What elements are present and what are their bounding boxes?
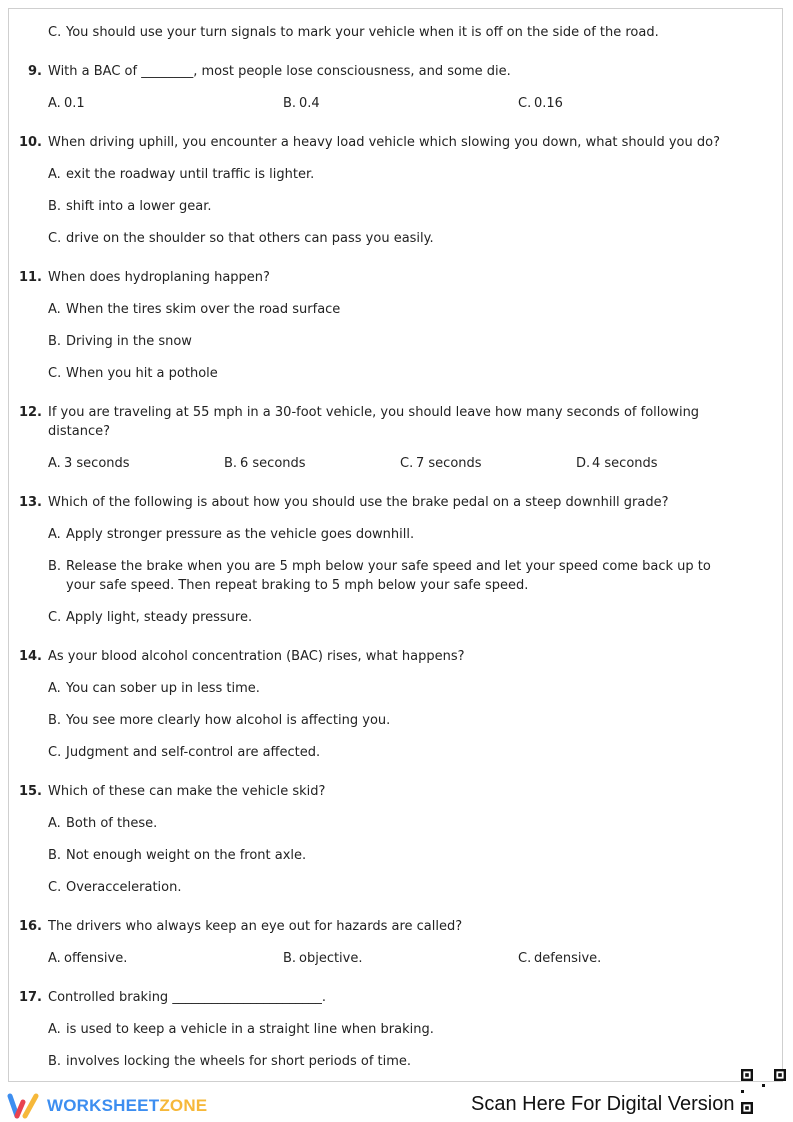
option-letter: C. bbox=[400, 456, 414, 471]
question-text: When driving uphill, you encounter a heavy load vehicle which slowing you down, what should you do? bbox=[48, 135, 720, 150]
option-letter: C. bbox=[48, 610, 62, 625]
question-item bbox=[9, 988, 782, 1071]
option-letter: B. bbox=[48, 713, 62, 728]
option-text: You can sober up in less time. bbox=[66, 681, 260, 696]
option-text: When you hit a pothole bbox=[66, 366, 218, 381]
answer-option[interactable] bbox=[283, 94, 518, 113]
answer-option[interactable] bbox=[48, 557, 732, 595]
answer-options bbox=[48, 1020, 782, 1071]
option-letter: A. bbox=[48, 96, 61, 111]
answer-option[interactable] bbox=[48, 846, 732, 865]
answer-option[interactable] bbox=[48, 197, 732, 216]
answer-options bbox=[48, 23, 782, 42]
answer-option[interactable] bbox=[224, 454, 400, 473]
option-letter: B. bbox=[48, 334, 62, 349]
option-text: You should use your turn signals to mark your vehicle when it is off on the side of the road. bbox=[66, 25, 659, 40]
answer-options bbox=[48, 94, 782, 113]
option-text: Judgment and self-control are affected. bbox=[66, 745, 321, 760]
answer-options bbox=[48, 300, 782, 383]
answer-options bbox=[48, 165, 782, 248]
option-text: Overacceleration. bbox=[66, 880, 182, 895]
answer-options bbox=[48, 679, 782, 762]
option-letter: C. bbox=[48, 231, 62, 246]
option-letter: A. bbox=[48, 1022, 61, 1037]
question-item bbox=[9, 133, 782, 248]
option-text: Apply light, steady pressure. bbox=[66, 610, 253, 625]
question-number: 12. bbox=[18, 405, 42, 420]
question-item bbox=[9, 23, 782, 42]
option-text: defensive. bbox=[534, 951, 602, 966]
brand-worksheet: WORKSHEET bbox=[47, 1096, 160, 1115]
question-number: 17. bbox=[18, 990, 42, 1005]
answer-option[interactable] bbox=[400, 454, 576, 473]
answer-option[interactable] bbox=[48, 332, 732, 351]
answer-option[interactable] bbox=[48, 1020, 732, 1039]
brand-zone: ZONE bbox=[159, 1096, 208, 1115]
answer-option[interactable] bbox=[48, 454, 224, 473]
brand-name bbox=[47, 1096, 207, 1116]
option-letter: C. bbox=[518, 96, 532, 111]
answer-options bbox=[48, 525, 782, 627]
option-letter: C. bbox=[518, 951, 532, 966]
question-text: As your blood alcohol concentration (BAC) rises, what happens? bbox=[48, 649, 465, 664]
question-text: The drivers who always keep an eye out for hazards are called? bbox=[48, 919, 463, 934]
option-text: shift into a lower gear. bbox=[66, 199, 212, 214]
question-number: 10. bbox=[18, 135, 42, 150]
answer-options bbox=[48, 814, 782, 897]
question-text: Controlled braking _______________________. bbox=[48, 990, 326, 1005]
answer-option[interactable] bbox=[48, 229, 732, 248]
answer-option[interactable] bbox=[48, 711, 732, 730]
question-number: 16. bbox=[18, 919, 42, 934]
answer-option[interactable] bbox=[576, 454, 752, 473]
option-letter: B. bbox=[283, 951, 297, 966]
question-item bbox=[9, 268, 782, 383]
option-text: 7 seconds bbox=[416, 456, 482, 471]
question-item bbox=[9, 403, 782, 473]
answer-option[interactable] bbox=[518, 949, 753, 968]
question-text: Which of these can make the vehicle skid? bbox=[48, 784, 326, 799]
answer-option[interactable] bbox=[48, 878, 732, 897]
option-text: 0.1 bbox=[64, 96, 85, 111]
option-text: Both of these. bbox=[66, 816, 158, 831]
option-text: When the tires skim over the road surface bbox=[66, 302, 341, 317]
answer-option[interactable] bbox=[48, 814, 732, 833]
question-item bbox=[9, 782, 782, 897]
answer-option[interactable] bbox=[48, 94, 283, 113]
option-letter: B. bbox=[48, 199, 62, 214]
option-letter: A. bbox=[48, 951, 61, 966]
option-text: offensive. bbox=[64, 951, 128, 966]
option-letter: C. bbox=[48, 25, 62, 40]
answer-option[interactable] bbox=[48, 364, 732, 383]
question-item bbox=[9, 917, 782, 968]
answer-option[interactable] bbox=[48, 743, 732, 762]
logo-w-icon bbox=[7, 1093, 41, 1119]
question-item bbox=[9, 62, 782, 113]
option-letter: D. bbox=[576, 456, 591, 471]
option-letter: A. bbox=[48, 681, 61, 696]
option-letter: A. bbox=[48, 816, 61, 831]
answer-option[interactable] bbox=[283, 949, 518, 968]
worksheetzone-logo bbox=[7, 1093, 207, 1119]
question-number: 15. bbox=[18, 784, 42, 799]
answer-option[interactable] bbox=[48, 1052, 732, 1071]
option-letter: A. bbox=[48, 456, 61, 471]
option-text: 0.4 bbox=[299, 96, 320, 111]
option-text: 4 seconds bbox=[592, 456, 658, 471]
question-text: Which of the following is about how you should use the brake pedal on a steep downhill grade? bbox=[48, 495, 669, 510]
option-letter: C. bbox=[48, 880, 62, 895]
question-list bbox=[9, 23, 782, 1071]
option-text: You see more clearly how alcohol is affecting you. bbox=[66, 713, 391, 728]
option-text: objective. bbox=[299, 951, 363, 966]
answer-option[interactable] bbox=[518, 94, 753, 113]
option-text: involves locking the wheels for short periods of time. bbox=[66, 1054, 412, 1069]
answer-options bbox=[48, 949, 782, 968]
option-text: Not enough weight on the front axle. bbox=[66, 848, 307, 863]
option-text: exit the roadway until traffic is lighter. bbox=[66, 167, 315, 182]
answer-option[interactable] bbox=[48, 165, 732, 184]
answer-option[interactable] bbox=[48, 679, 732, 698]
option-letter: B. bbox=[48, 1054, 62, 1069]
option-letter: A. bbox=[48, 302, 61, 317]
question-number: 11. bbox=[18, 270, 42, 285]
option-letter: B. bbox=[48, 848, 62, 863]
scan-label: Scan Here For Digital Version bbox=[471, 1093, 735, 1115]
question-text: With a BAC of ________, most people lose consciousness, and some die. bbox=[48, 64, 511, 79]
qr-code-icon[interactable] bbox=[741, 1069, 786, 1114]
question-number: 13. bbox=[18, 495, 42, 510]
option-letter: A. bbox=[48, 167, 61, 182]
answer-option[interactable] bbox=[48, 949, 283, 968]
question-item bbox=[9, 647, 782, 762]
answer-option[interactable] bbox=[48, 525, 732, 544]
option-letter: B. bbox=[283, 96, 297, 111]
option-text: Driving in the snow bbox=[66, 334, 192, 349]
option-text: Apply stronger pressure as the vehicle goes downhill. bbox=[66, 527, 415, 542]
option-text: 6 seconds bbox=[240, 456, 306, 471]
worksheet-page bbox=[8, 8, 783, 1082]
option-text: 3 seconds bbox=[64, 456, 130, 471]
answer-option[interactable] bbox=[48, 23, 732, 42]
question-text: If you are traveling at 55 mph in a 30-foot vehicle, you should leave how many seconds of following distance? bbox=[48, 405, 700, 439]
option-text: 0.16 bbox=[534, 96, 563, 111]
option-letter: B. bbox=[48, 559, 62, 574]
question-text: When does hydroplaning happen? bbox=[48, 270, 270, 285]
option-text: is used to keep a vehicle in a straight line when braking. bbox=[66, 1022, 434, 1037]
option-letter: A. bbox=[48, 527, 61, 542]
option-text: Release the brake when you are 5 mph below your safe speed and let your speed come back up to your safe speed. Then repeat braking to 5 mph below your safe speed. bbox=[66, 559, 711, 593]
question-item bbox=[9, 493, 782, 627]
option-letter: C. bbox=[48, 745, 62, 760]
option-letter: B. bbox=[224, 456, 238, 471]
answer-options bbox=[48, 454, 782, 473]
option-text: drive on the shoulder so that others can pass you easily. bbox=[66, 231, 434, 246]
option-letter: C. bbox=[48, 366, 62, 381]
question-number: 14. bbox=[18, 649, 42, 664]
question-number: 9. bbox=[28, 64, 42, 79]
answer-option[interactable] bbox=[48, 300, 732, 319]
answer-option[interactable] bbox=[48, 608, 732, 627]
